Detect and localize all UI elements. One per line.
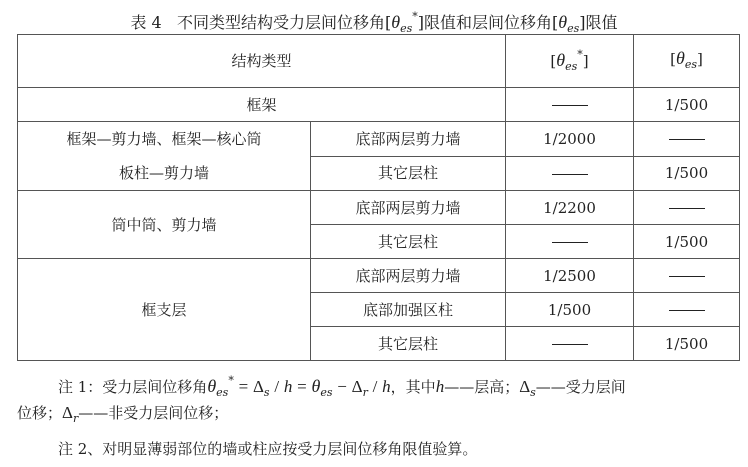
group-b-other: 其它层柱: [311, 225, 506, 259]
group-c-reinforced-v1: 1/500: [506, 293, 634, 327]
group-a-label: 框架—剪力墙、框架—核心筒 板柱—剪力墙: [18, 122, 311, 191]
table-header-row: [18, 35, 740, 88]
group-b-bottom-two-v1: 1/2200: [506, 191, 634, 225]
dash-mark: [669, 276, 705, 277]
group-a-bottom-two: 底部两层剪力墙: [311, 122, 506, 157]
header-structure-type: 结构类型: [18, 35, 506, 88]
dash-mark: [552, 344, 588, 345]
row-frame-label: 框架: [18, 88, 506, 122]
group-b-other-v2: 1/500: [634, 225, 740, 259]
header-theta-es: $[\theta_{es}]$: [634, 35, 740, 88]
group-c-other-v2: 1/500: [634, 327, 740, 361]
group-b-label: 筒中筒、剪力墙: [18, 191, 311, 259]
group-c-reinforced: 底部加强区柱: [311, 293, 506, 327]
dash-mark: [552, 174, 588, 175]
group-a-other-v1: [506, 156, 634, 191]
group-b-other-v1: [506, 225, 634, 259]
drift-limit-table: [17, 34, 740, 361]
caption-text-a: 不同类型结构受力层间位移角: [177, 13, 386, 32]
table-row: [18, 259, 740, 293]
caption-label: 表 4: [130, 13, 162, 32]
group-a-bottom-two-v2: [634, 122, 740, 157]
table-caption: 表 4 不同类型结构受力层间位移角$[\theta_{es}^*]$限值和层间位移角$[\theta_{es}]$限值: [130, 10, 618, 35]
group-a-other: 其它层柱: [311, 156, 506, 191]
group-c-bottom-two: 底部两层剪力墙: [311, 259, 506, 293]
dash-mark: [669, 208, 705, 209]
group-a-other-v2: 1/500: [634, 156, 740, 191]
group-c-bottom-two-v2: [634, 259, 740, 293]
row-frame-v1: [506, 88, 634, 122]
table-row: [18, 122, 740, 157]
dash-mark: [552, 105, 588, 106]
group-a-bottom-two-v1: 1/2000: [506, 122, 634, 157]
group-c-other-v1: [506, 327, 634, 361]
group-b-bottom-two-v2: [634, 191, 740, 225]
caption-text-b: 限值和层间位移角: [424, 13, 553, 32]
dash-mark: [552, 242, 588, 243]
header-theta-es-star: $[\theta_{es}^*]$: [506, 35, 634, 88]
group-c-bottom-two-v1: 1/2500: [506, 259, 634, 293]
dash-mark: [669, 310, 705, 311]
table-row: [18, 88, 740, 122]
note-1-line-1: 注 1：受力层间位移角$\theta_{es}^* = \Delta_s / h = \theta_{es} - \Delta_r / h$，其中h——层高；$\Delta_s——$受力层间: [58, 374, 626, 399]
row-frame-v2: 1/500: [634, 88, 740, 122]
dash-mark: [669, 139, 705, 140]
caption-text-c: 限值: [585, 13, 618, 32]
group-c-other: 其它层柱: [311, 327, 506, 361]
group-c-label: 框支层: [18, 259, 311, 361]
group-c-reinforced-v2: [634, 293, 740, 327]
note-2: 注 2、对明显薄弱部位的墙或柱应按受力层间位移角限值验算。: [58, 440, 478, 458]
group-b-bottom-two: 底部两层剪力墙: [311, 191, 506, 225]
table-row: [18, 191, 740, 225]
note-1-line-2: 位移；$\Delta_r——$非受力层间位移；: [17, 403, 229, 425]
